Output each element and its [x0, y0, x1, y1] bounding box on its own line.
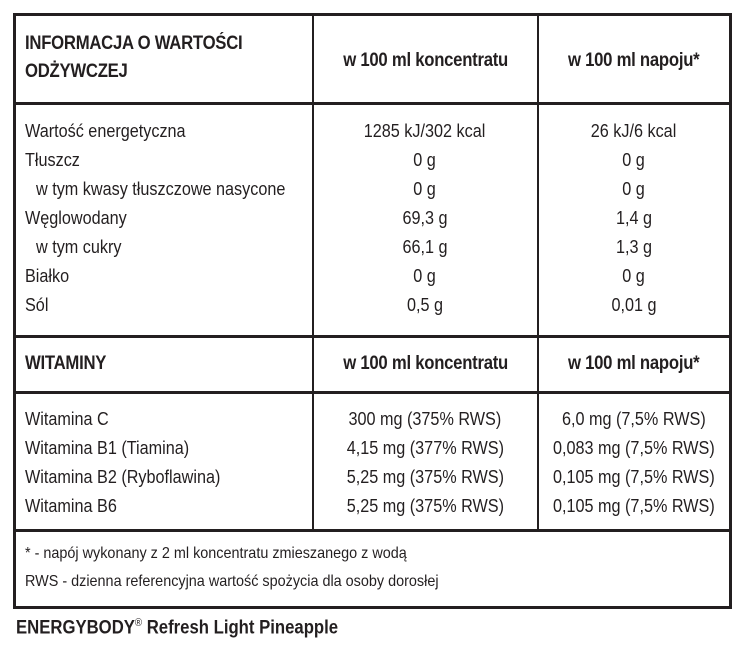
divider-nutrition-vitamins: [16, 335, 729, 338]
row-value-drink: 0,083 mg (7,5% RWS): [553, 438, 715, 458]
brand-name: ENERGYBODY: [16, 617, 135, 639]
nutrition-header-title-line2: ODŻYWCZEJ: [25, 61, 128, 82]
nutrition-header-col2: w 100 ml napoju*: [568, 50, 700, 71]
nutrition-table: [13, 13, 732, 609]
vitamins-header-col1: w 100 ml koncentratu: [343, 353, 508, 374]
row-label: Wartość energetyczna: [25, 121, 186, 141]
nutrition-row: [16, 117, 729, 146]
nutrition-row: [16, 146, 729, 175]
row-value-drink: 0 g: [622, 150, 646, 170]
registered-mark: ®: [134, 617, 143, 629]
nutrition-row: [16, 262, 729, 291]
row-label: Sól: [25, 295, 49, 315]
row-label: Węglowodany: [25, 208, 127, 228]
nutrition-header-col1: w 100 ml koncentratu: [343, 50, 508, 71]
row-label: w tym cukry: [36, 237, 122, 257]
vitamins-header-title: WITAMINY: [25, 353, 107, 374]
row-label: w tym kwasy tłuszczowe nasycone: [36, 179, 286, 199]
row-value-drink: 26 kJ/6 kcal: [591, 121, 677, 141]
nutrition-row: [16, 233, 729, 262]
row-value-concentrate: 66,1 g: [402, 237, 448, 257]
divider-header-vitamins: [16, 391, 729, 394]
row-value-drink: 1,4 g: [615, 208, 653, 228]
vitamin-row: [16, 405, 729, 434]
row-value-concentrate: 0 g: [413, 150, 437, 170]
divider-header-nutrition: [16, 102, 729, 105]
row-value-concentrate: 4,15 mg (377% RWS): [346, 438, 504, 458]
row-value-drink: 0,01 g: [611, 295, 657, 315]
row-value-drink: 6,0 mg (7,5% RWS): [562, 409, 706, 429]
nutrition-row: [16, 175, 729, 204]
nutrition-header-title: [25, 30, 242, 86]
row-label: Witamina C: [25, 409, 109, 429]
nutrition-row: [16, 204, 729, 233]
row-value-concentrate: 0 g: [413, 179, 437, 199]
nutrition-row: [16, 291, 729, 320]
vitamin-row: [16, 463, 729, 492]
row-value-concentrate: 0,5 g: [406, 295, 444, 315]
footnote-drink: * - napój wykonany z 2 ml koncentratu zmieszanego z wodą: [25, 545, 407, 562]
row-value-drink: 0,105 mg (7,5% RWS): [553, 496, 715, 516]
row-label: Witamina B2 (Ryboflawina): [25, 467, 221, 487]
row-value-concentrate: 5,25 mg (375% RWS): [346, 467, 504, 487]
row-label: Witamina B6: [25, 496, 117, 516]
row-label: Witamina B1 (Tiamina): [25, 438, 190, 458]
nutrition-header-title-line1: INFORMACJA O WARTOŚCI: [25, 33, 243, 54]
row-value-drink: 0 g: [622, 179, 646, 199]
row-value-concentrate: 5,25 mg (375% RWS): [346, 496, 504, 516]
row-value-concentrate: 0 g: [413, 266, 437, 286]
row-value-drink: 0,105 mg (7,5% RWS): [553, 467, 715, 487]
row-label: Białko: [25, 266, 70, 286]
product-name: [16, 617, 338, 639]
vitamin-row: [16, 434, 729, 463]
row-value-concentrate: 69,3 g: [402, 208, 448, 228]
divider-vitamins-footnotes: [16, 529, 729, 532]
row-value-drink: 0 g: [622, 266, 646, 286]
row-value-concentrate: 300 mg (375% RWS): [348, 409, 502, 429]
product-variant: Refresh Light Pineapple: [142, 617, 339, 639]
row-value-concentrate: 1285 kJ/302 kcal: [364, 121, 486, 141]
row-value-drink: 1,3 g: [615, 237, 653, 257]
row-label: Tłuszcz: [25, 150, 80, 170]
vitamin-row: [16, 492, 729, 521]
vitamins-header-col2: w 100 ml napoju*: [568, 353, 700, 374]
footnote-rws: RWS - dzienna referencyjna wartość spożycia dla osoby dorosłej: [25, 573, 439, 590]
